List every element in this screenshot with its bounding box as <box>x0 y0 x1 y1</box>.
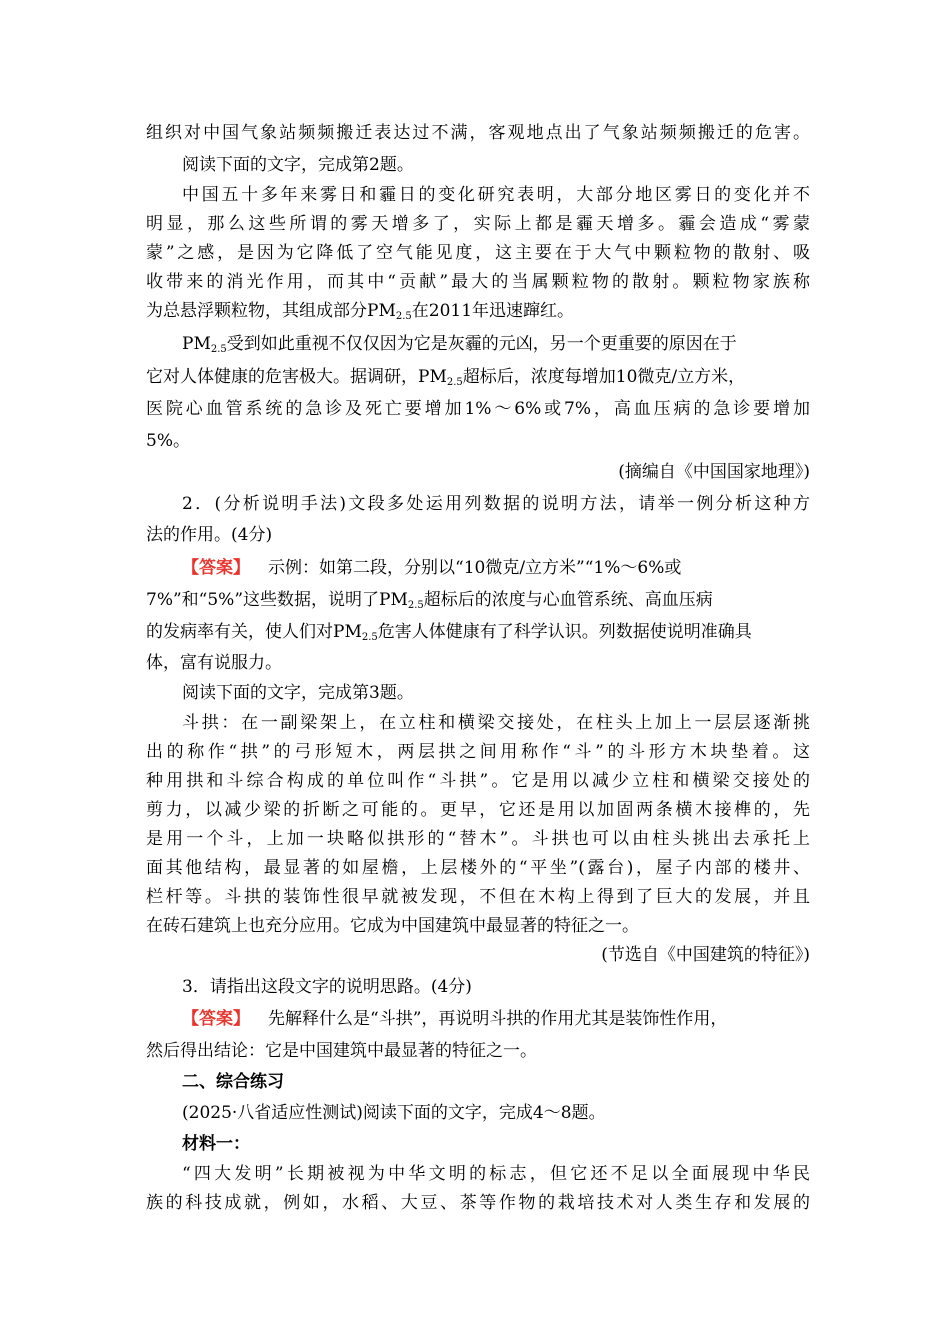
text-line: 阅读下面的文字，完成第3题。 <box>182 683 414 703</box>
subscript: 2.5 <box>446 377 463 388</box>
section-heading: 二、综合练习 <box>182 1072 284 1092</box>
text-run: 受到如此重视不仅仅因为它是灰霾的元凶，另一个更重要的原因在于 <box>226 334 737 354</box>
text-line: 蒙”之感，是因为它降低了空气能见度，这主要在于大气中颗粒物的散射、吸 <box>146 243 810 263</box>
text-line: 出的称作“拱”的弓形短木，两层拱之间用称作“斗”的斗形方木块垫着。这 <box>146 742 810 762</box>
text-line: 是用一个斗，上加一块略似拱形的“替木”。斗拱也可以由柱头挑出去承托上 <box>146 829 810 849</box>
text-line: 族的科技成就，例如，水稻、大豆、茶等作物的栽培技术对人类生存和发展的 <box>146 1193 810 1213</box>
subscript: 2.5 <box>395 311 412 322</box>
text-line: 阅读下面的文字，完成第2题。 <box>182 155 414 175</box>
text-run: 为总悬浮颗粒物，其组成部分PM <box>146 301 396 321</box>
text-line <box>146 589 810 611</box>
text-line: 在砖石建筑上也充分应用。它成为中国建筑中最显著的特征之一。 <box>146 916 639 936</box>
text-run: 超标后，浓度每增加10微克/立方米， <box>462 367 746 387</box>
text-run: 危害人体健康有了科学认识。列数据使说明准确具 <box>377 622 752 642</box>
text-line: 种用拱和斗综合构成的单位叫作“斗拱”。它是用以减少立柱和横梁交接处的 <box>146 771 810 791</box>
text-line: 面其他结构，最显著的如屋檐，上层楼外的“平坐”(露台)，屋子内部的楼井、 <box>146 858 810 878</box>
text-line: 组织对中国气象站频频搬迁表达过不满，客观地点出了气象站频频搬迁的危害。 <box>146 123 810 143</box>
question-2: 2．(分析说明手法)文段多处运用列数据的说明方法，请举一例分析这种方 <box>182 494 810 514</box>
text-line: 然后得出结论：它是中国建筑中最显著的特征之一。 <box>146 1041 537 1061</box>
subscript: 2.5 <box>210 344 227 355</box>
text-run: PM <box>182 334 211 354</box>
question-3: 3．请指出这段文字的说明思路。(4分) <box>182 977 472 997</box>
text-run: 它对人体健康的危害极大。据调研，PM <box>146 367 447 387</box>
text-line: 中国五十多年来雾日和霾日的变化研究表明，大部分地区雾日的变化并不 <box>182 185 810 205</box>
text-line <box>182 557 810 579</box>
text-line: 法的作用。(4分) <box>146 525 273 545</box>
text-line <box>182 333 810 355</box>
text-line: “四大发明”长期被视为中华文明的标志，但它还不足以全面展现中华民 <box>182 1164 810 1184</box>
text-run: 在2011年迅速蹿红。 <box>411 301 575 321</box>
source-citation: (摘编自《中国国家地理》) <box>618 462 810 482</box>
text-line: 斗拱：在一副梁架上，在立柱和横梁交接处，在柱头上加上一层层逐渐挑 <box>182 713 810 733</box>
text-line <box>182 1008 810 1030</box>
text-line: 医院心血管系统的急诊及死亡要增加1%～6%或7%，高血压病的急诊要增加 <box>146 399 810 419</box>
text-line: 体，富有说服力。 <box>146 653 282 673</box>
text-run: 超标后的浓度与心血管系统、高血压病 <box>423 590 713 610</box>
source-citation: (节选自《中国建筑的特征》) <box>601 945 810 965</box>
answer-tag: 【答案】 <box>182 1009 250 1029</box>
text-run: (2025·八省适应性测试) <box>182 1103 363 1123</box>
text-line: 5%。 <box>146 431 190 451</box>
material-heading: 材料一： <box>182 1134 250 1154</box>
text-run: 的发病率有关，使人们对PM <box>146 622 362 642</box>
text-run: 7%”和“5%”这些数据，说明了PM <box>146 590 408 610</box>
text-line: 收带来的消光作用，而其中“贡献”最大的当属颗粒物的散射。颗粒物家族称 <box>146 272 810 292</box>
text-line <box>182 1102 810 1124</box>
text-run: 阅读下面的文字，完成4～8题。 <box>362 1103 606 1123</box>
subscript: 2.5 <box>361 632 378 643</box>
answer-tag: 【答案】 <box>182 558 250 578</box>
text-line: 栏杆等。斗拱的装饰性很早就被发现，不但在木构上得到了巨大的发展，并且 <box>146 887 810 907</box>
text-line <box>146 300 810 322</box>
text-run: 示例：如第二段，分别以“10微克/立方米”“1%～6%或 <box>268 558 682 578</box>
subscript: 2.5 <box>407 600 424 611</box>
text-line <box>146 366 810 388</box>
text-line: 明显，那么这些所谓的雾天增多了，实际上都是霾天增多。霾会造成“雾蒙 <box>146 214 810 234</box>
text-run: 先解释什么是“斗拱”，再说明斗拱的作用尤其是装饰性作用， <box>268 1009 728 1029</box>
text-line <box>146 621 810 643</box>
text-line: 剪力，以减少梁的折断之可能的。更早，它还是用以加固两条横木接榫的，先 <box>146 800 810 820</box>
